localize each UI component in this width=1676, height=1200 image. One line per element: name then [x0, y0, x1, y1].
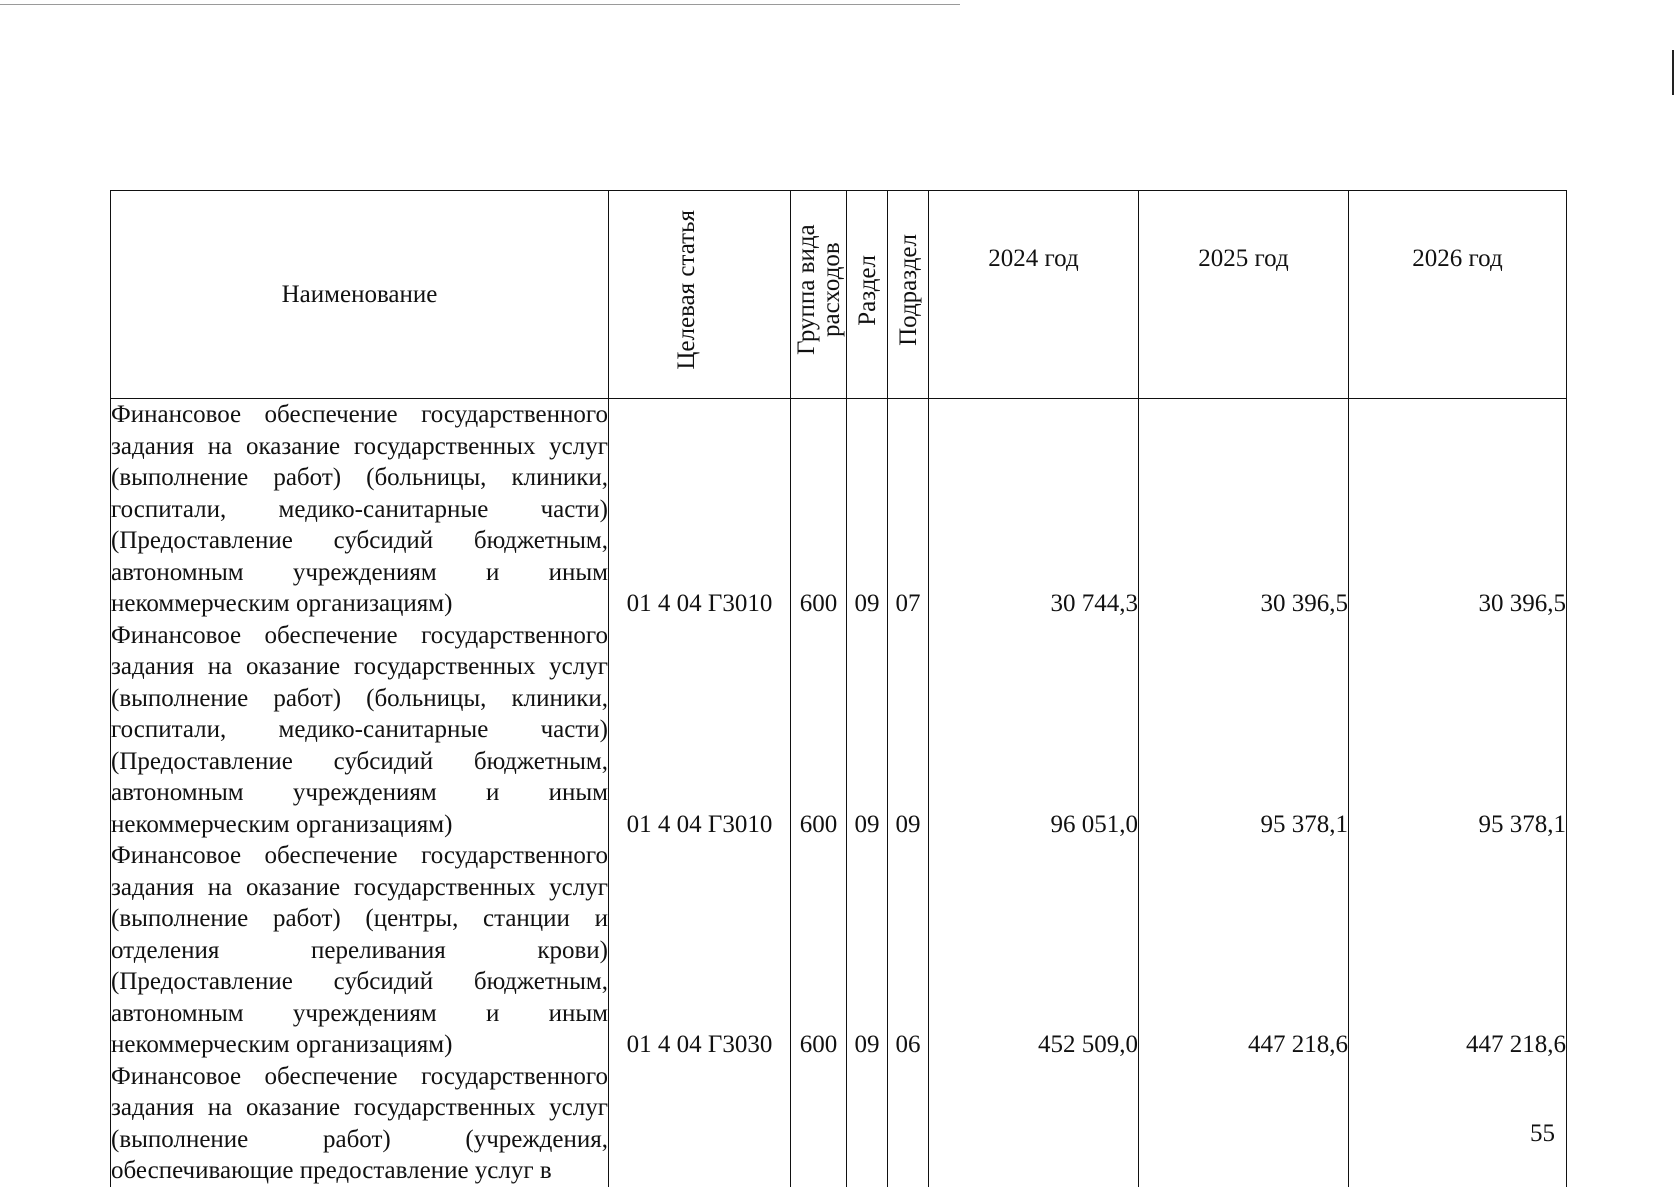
row-name: Финансовое обеспечение государственного задания на оказание государственных услуг (выполнение работ) (центры, станции и отделения переливания крови) (Предоставление субсидий бюджетным, автономным учреждениям и иным некоммерческим организациям) [111, 840, 609, 1061]
table-row [111, 840, 1567, 1061]
row-target-article [609, 1061, 791, 1187]
row-expense-group: 600 [791, 399, 847, 620]
header-target-article-label: Целевая статья [672, 210, 700, 371]
row-value-2026: 95 378,1 [1349, 620, 1567, 841]
row-expense-group [791, 1061, 847, 1187]
row-name: Финансовое обеспечение государственного задания на оказание государственных услуг (выполнение работ) (больницы, клиники, госпитали, медико-санитарные части) (Предоставление субсидий бюджетным, автономным учреждениям и иным некоммерческим организациям) [111, 620, 609, 841]
row-value-2025 [1139, 1061, 1349, 1187]
header-2024: 2024 год [929, 191, 1139, 399]
row-expense-group: 600 [791, 620, 847, 841]
scan-artifact-line [0, 4, 960, 5]
header-2025: 2025 год [1139, 191, 1349, 399]
table-row [111, 1061, 1567, 1187]
row-value-2024: 96 051,0 [929, 620, 1139, 841]
row-value-2026: 30 396,5 [1349, 399, 1567, 620]
row-expense-group: 600 [791, 840, 847, 1061]
table-row [111, 399, 1567, 620]
page-number: 55 [1530, 1120, 1555, 1147]
row-value-2026: 447 218,6 [1349, 840, 1567, 1061]
budget-table [110, 190, 1567, 1187]
table-row [111, 620, 1567, 841]
header-expense-group [791, 191, 847, 399]
row-section: 09 [847, 840, 888, 1061]
row-value-2024 [929, 1061, 1139, 1187]
row-target-article: 01 4 04 Г3010 [609, 620, 791, 841]
header-name: Наименование [111, 191, 609, 399]
row-name: Финансовое обеспечение государственного задания на оказание государственных услуг (выполнение работ) (больницы, клиники, госпитали, медико-санитарные части) (Предоставление субсидий бюджетным, автономным учреждениям и иным некоммерческим организациям) [111, 399, 609, 620]
scan-artifact-edge [1672, 50, 1674, 95]
row-target-article: 01 4 04 Г3030 [609, 840, 791, 1061]
row-value-2024: 452 509,0 [929, 840, 1139, 1061]
header-expense-group-label: Группа вида расходов [792, 224, 845, 356]
row-section [847, 1061, 888, 1187]
header-2026: 2026 год [1349, 191, 1567, 399]
header-section-label: Раздел [853, 254, 881, 326]
row-target-article: 01 4 04 Г3010 [609, 399, 791, 620]
row-subsection [888, 1061, 929, 1187]
row-subsection: 07 [888, 399, 929, 620]
row-value-2024: 30 744,3 [929, 399, 1139, 620]
header-subsection-label: Подраздел [894, 234, 922, 347]
row-section: 09 [847, 620, 888, 841]
row-subsection: 06 [888, 840, 929, 1061]
row-value-2025: 95 378,1 [1139, 620, 1349, 841]
header-row [111, 191, 1567, 399]
header-subsection [888, 191, 929, 399]
row-value-2025: 447 218,6 [1139, 840, 1349, 1061]
header-target-article [609, 191, 791, 399]
row-name: Финансовое обеспечение государственного задания на оказание государственных услуг (выполнение работ) (учреждения, обеспечивающие предоставление услуг в [111, 1061, 609, 1187]
row-section: 09 [847, 399, 888, 620]
header-section [847, 191, 888, 399]
row-subsection: 09 [888, 620, 929, 841]
row-value-2025: 30 396,5 [1139, 399, 1349, 620]
